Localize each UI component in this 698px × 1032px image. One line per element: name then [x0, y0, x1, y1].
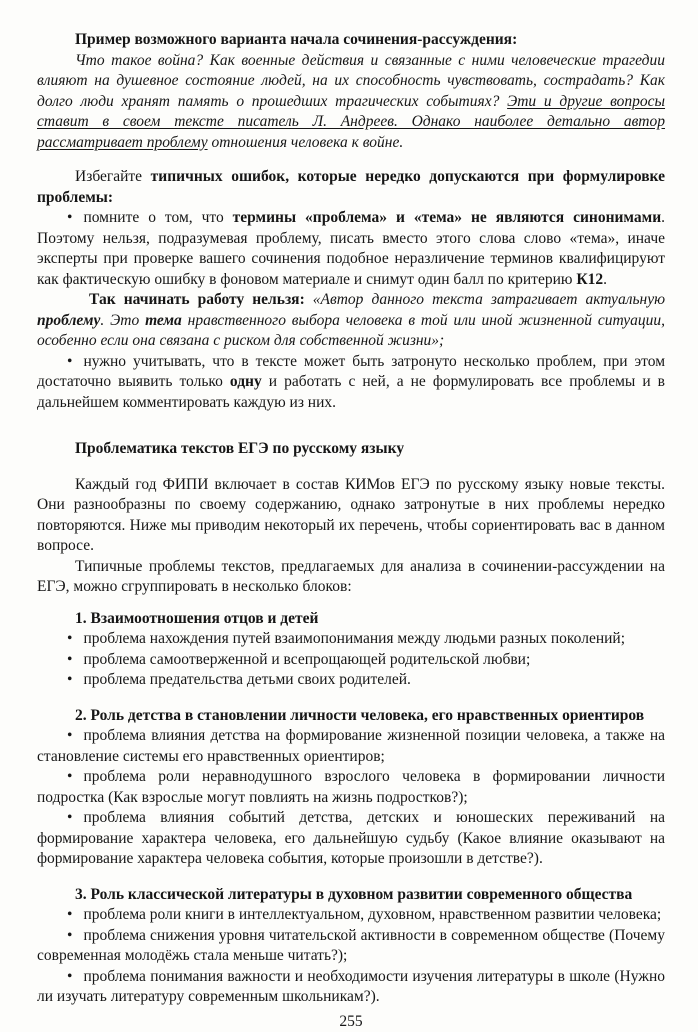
bullet-2-2	[37, 767, 665, 808]
example-essay-opening	[37, 51, 665, 154]
text-segment: проблема предательства детьми своих родителей.	[83, 671, 410, 688]
text-segment: Проблематика текстов ЕГЭ по русскому языку	[75, 440, 404, 457]
bullet-marker: •	[67, 630, 72, 647]
text-segment: проблема понимания важности и необходимости изучения литературы в школе (Нужно ли изучать литературу современным школьникам?).	[37, 968, 665, 1006]
avoid-mistakes-intro	[37, 167, 665, 208]
text-segment: и работать с ней, а не формулировать все проблемы и в дальнейшем комментировать каждую из них.	[37, 373, 665, 411]
text-segment: типичных ошибок, которые нередко допускаются при формулировке проблемы:	[37, 168, 665, 206]
text-segment: . Поэтому нельзя, подразумевая проблему, писать вместо этого слова слово «тема», иначе эксперты при проверке вашего сочинения подобное неразличение терминов квалифицируют как фактическую ошибку в фоновом материале и снимут один балл по критерию	[37, 209, 665, 288]
text-segment: .	[603, 271, 607, 288]
bullet-3-3	[37, 967, 665, 1008]
text-segment: Что такое война? Как военные действия и связанные с ними человеческие трагедии влияют на душевное состояние людей, на их способность чувствовать, сострадать? Как долго люди хранят память о прошедших трагических событиях?	[37, 52, 665, 110]
heading-block-2	[37, 706, 665, 727]
text-segment: помните о том, что	[83, 209, 232, 226]
text-segment: К12	[576, 271, 603, 288]
text-segment: проблема влияния детства на формирование жизненной позиции человека, а также на становление системы его нравственных ориентиров;	[37, 727, 665, 765]
text-segment: нужно учитывать, что в тексте может быть затронуто несколько проблем, при этом достаточно выявить только	[37, 353, 665, 391]
bullet-marker: •	[67, 209, 72, 226]
bullet-marker: •	[67, 768, 72, 785]
bullet-marker: •	[67, 727, 72, 744]
text-segment: проблема самоотверженной и всепрощающей родительской любви;	[83, 651, 530, 668]
bullet-marker: •	[67, 651, 72, 668]
bullet-2-3	[37, 808, 665, 870]
bullet-marker: •	[67, 906, 72, 923]
text-segment: одну	[230, 373, 262, 390]
section-heading-problematika	[37, 439, 665, 460]
text-segment: Эти и другие вопросы ставит в своем тексте писатель Л. Андреев. Однако наиболее детально автор рассматривает проблему	[37, 93, 665, 151]
text-segment: проблема нахождения путей взаимопонимания между людьми разных поколений;	[83, 630, 625, 647]
text-segment: проблема снижения уровня читательской активности в современном обществе (Почему современная молодёжь стала меньше читать?);	[37, 927, 665, 965]
page-number: 255	[339, 1013, 362, 1030]
text-segment: нравственного выбора человека в той или иной жизненной ситуации, особенно если она связана с риском для собственной жизни»;	[37, 312, 665, 350]
bullet-3-1	[37, 905, 665, 926]
text-segment: 1. Взаимоотношения отцов и детей	[75, 610, 318, 627]
bullet-several-problems	[37, 352, 665, 414]
bullet-1-2	[37, 650, 665, 671]
bullet-marker: •	[67, 671, 72, 688]
text-segment: Так начинать работу нельзя:	[89, 291, 313, 308]
text-segment: тема	[145, 312, 182, 329]
text-segment: Каждый год ФИПИ включает в состав КИМов ЕГЭ по русскому языку новые тексты. Они разнообразны по своему содержанию, однако затронутые в них проблемы нередко повторяются. Ниже мы приводим некоторый их перечень, чтобы сориентировать вас в данном вопросе.	[37, 476, 665, 555]
heading-block-3	[37, 885, 665, 906]
text-segment: проблема роли книги в интеллектуальном, духовном, нравственном развитии человека;	[83, 906, 661, 923]
text-segment: 2. Роль детства в становлении личности человека, его нравственных ориентиров	[75, 707, 644, 724]
text-segment: отношения человека к войне.	[208, 134, 404, 151]
text-segment: проблема роли неравнодушного взрослого человека в формировании личности подростка (Как взрослые могут повлиять на жизнь подростков?);	[37, 768, 665, 806]
bullet-2-1	[37, 726, 665, 767]
text-segment: . Это	[100, 312, 145, 329]
bullet-1-1	[37, 629, 665, 650]
bullet-marker: •	[67, 968, 72, 985]
bullet-marker: •	[67, 353, 72, 370]
text-segment: 3. Роль классической литературы в духовном развитии современного общества	[75, 886, 632, 903]
bullet-terms-not-synonyms	[37, 208, 665, 290]
text-segment: Типичные проблемы текстов, предлагаемых для анализа в сочинении-рассуждении на ЕГЭ, можно сгруппировать в несколько блоков:	[37, 558, 665, 596]
text-segment: проблема влияния событий детства, детских и юношеских переживаний на формирование характера человека, его дальнейшую судьбу (Какое влияние оказывают на формирование характера человека события, которые произошли в детстве?).	[37, 809, 665, 867]
text-segment: Пример возможного варианта начала сочинения-рассуждения:	[75, 31, 517, 48]
document-content	[37, 30, 665, 1008]
bullet-marker: •	[67, 927, 72, 944]
heading-block-1	[37, 609, 665, 630]
text-segment: Избегайте	[75, 168, 151, 185]
para-typical-problems	[37, 557, 665, 598]
para-fipi-texts	[37, 475, 665, 557]
text-segment: «Автор данного текста затрагивает актуальную	[313, 291, 665, 308]
wrong-opening-example	[37, 290, 665, 352]
bullet-1-3	[37, 670, 665, 691]
text-segment: термины «проблема» и «тема» не являются синонимами	[233, 209, 661, 226]
bullet-marker: •	[67, 809, 72, 826]
bullet-3-2	[37, 926, 665, 967]
page-footer	[37, 1012, 665, 1032]
example-heading	[37, 30, 665, 51]
text-segment: проблему	[37, 312, 100, 329]
